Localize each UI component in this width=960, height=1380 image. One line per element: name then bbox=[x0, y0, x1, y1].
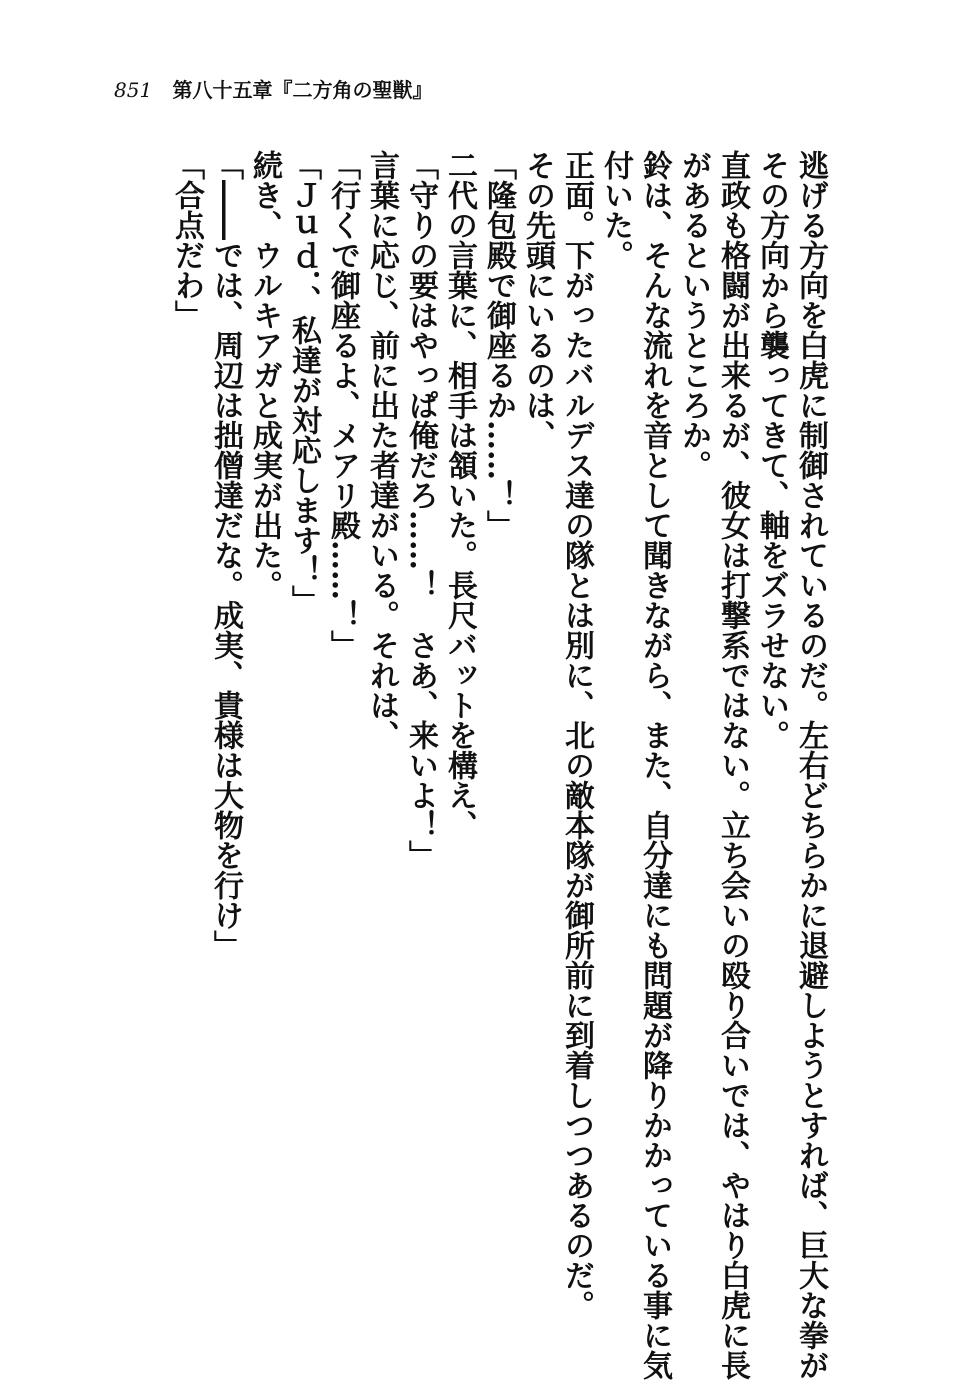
text-line: 直政も格闘が出来るが、彼女は打撃系ではない。立ち会いの殴り合いでは、やはり白虎に長 bbox=[715, 150, 750, 1380]
text-line: 逃げる方向を白虎に制御されているのだ。左右どちらかに退避しようとすれば、巨大な拳が bbox=[793, 150, 828, 1380]
page-number: 851 bbox=[114, 78, 153, 102]
text-line: 二代の言葉に、相手は頷いた。長尺バットを構え、 bbox=[442, 150, 477, 840]
text-line: 言葉に応じ、前に出た者達がいる。それは、 bbox=[364, 150, 399, 750]
text-line: 「合点だわ」 bbox=[169, 150, 204, 330]
text-line: 付いた。 bbox=[598, 150, 633, 270]
text-line: 「行くで御座るよ、メアリ殿……！」 bbox=[325, 150, 360, 660]
text-line: 「――では、周辺は拙僧達だな。成実、貴様は大物を行け」 bbox=[208, 150, 243, 960]
text-line: 正面。下がったバルデス達の隊とは別に、北の敵本隊が御所前に到着しつつあるのだ。 bbox=[559, 150, 594, 1320]
text-line: 「Ｊｕｄ．、私達が対応します！」 bbox=[286, 150, 321, 615]
page-header bbox=[114, 80, 433, 100]
text-line: 「隆包殿で御座るか……！」 bbox=[481, 150, 516, 540]
vertical-text-body bbox=[100, 150, 830, 1380]
text-line: 鈴は、そんな流れを音として聞きながら、また、自分達にも問題が降りかかっている事に気 bbox=[637, 150, 672, 1380]
text-line: その先頭にいるのは、 bbox=[520, 150, 555, 450]
text-line: があるというところか。 bbox=[676, 150, 711, 480]
text-line: その方向から襲ってきて、軸をズラせない。 bbox=[754, 150, 789, 750]
text-line: 「守りの要はやっぱ俺だろ……！ さあ、来いよ！」 bbox=[403, 150, 438, 870]
chapter-title: 第八十五章『二方角の聖獣』 bbox=[172, 78, 433, 102]
text-line: 続き、ウルキアガと成実が出た。 bbox=[247, 150, 282, 600]
